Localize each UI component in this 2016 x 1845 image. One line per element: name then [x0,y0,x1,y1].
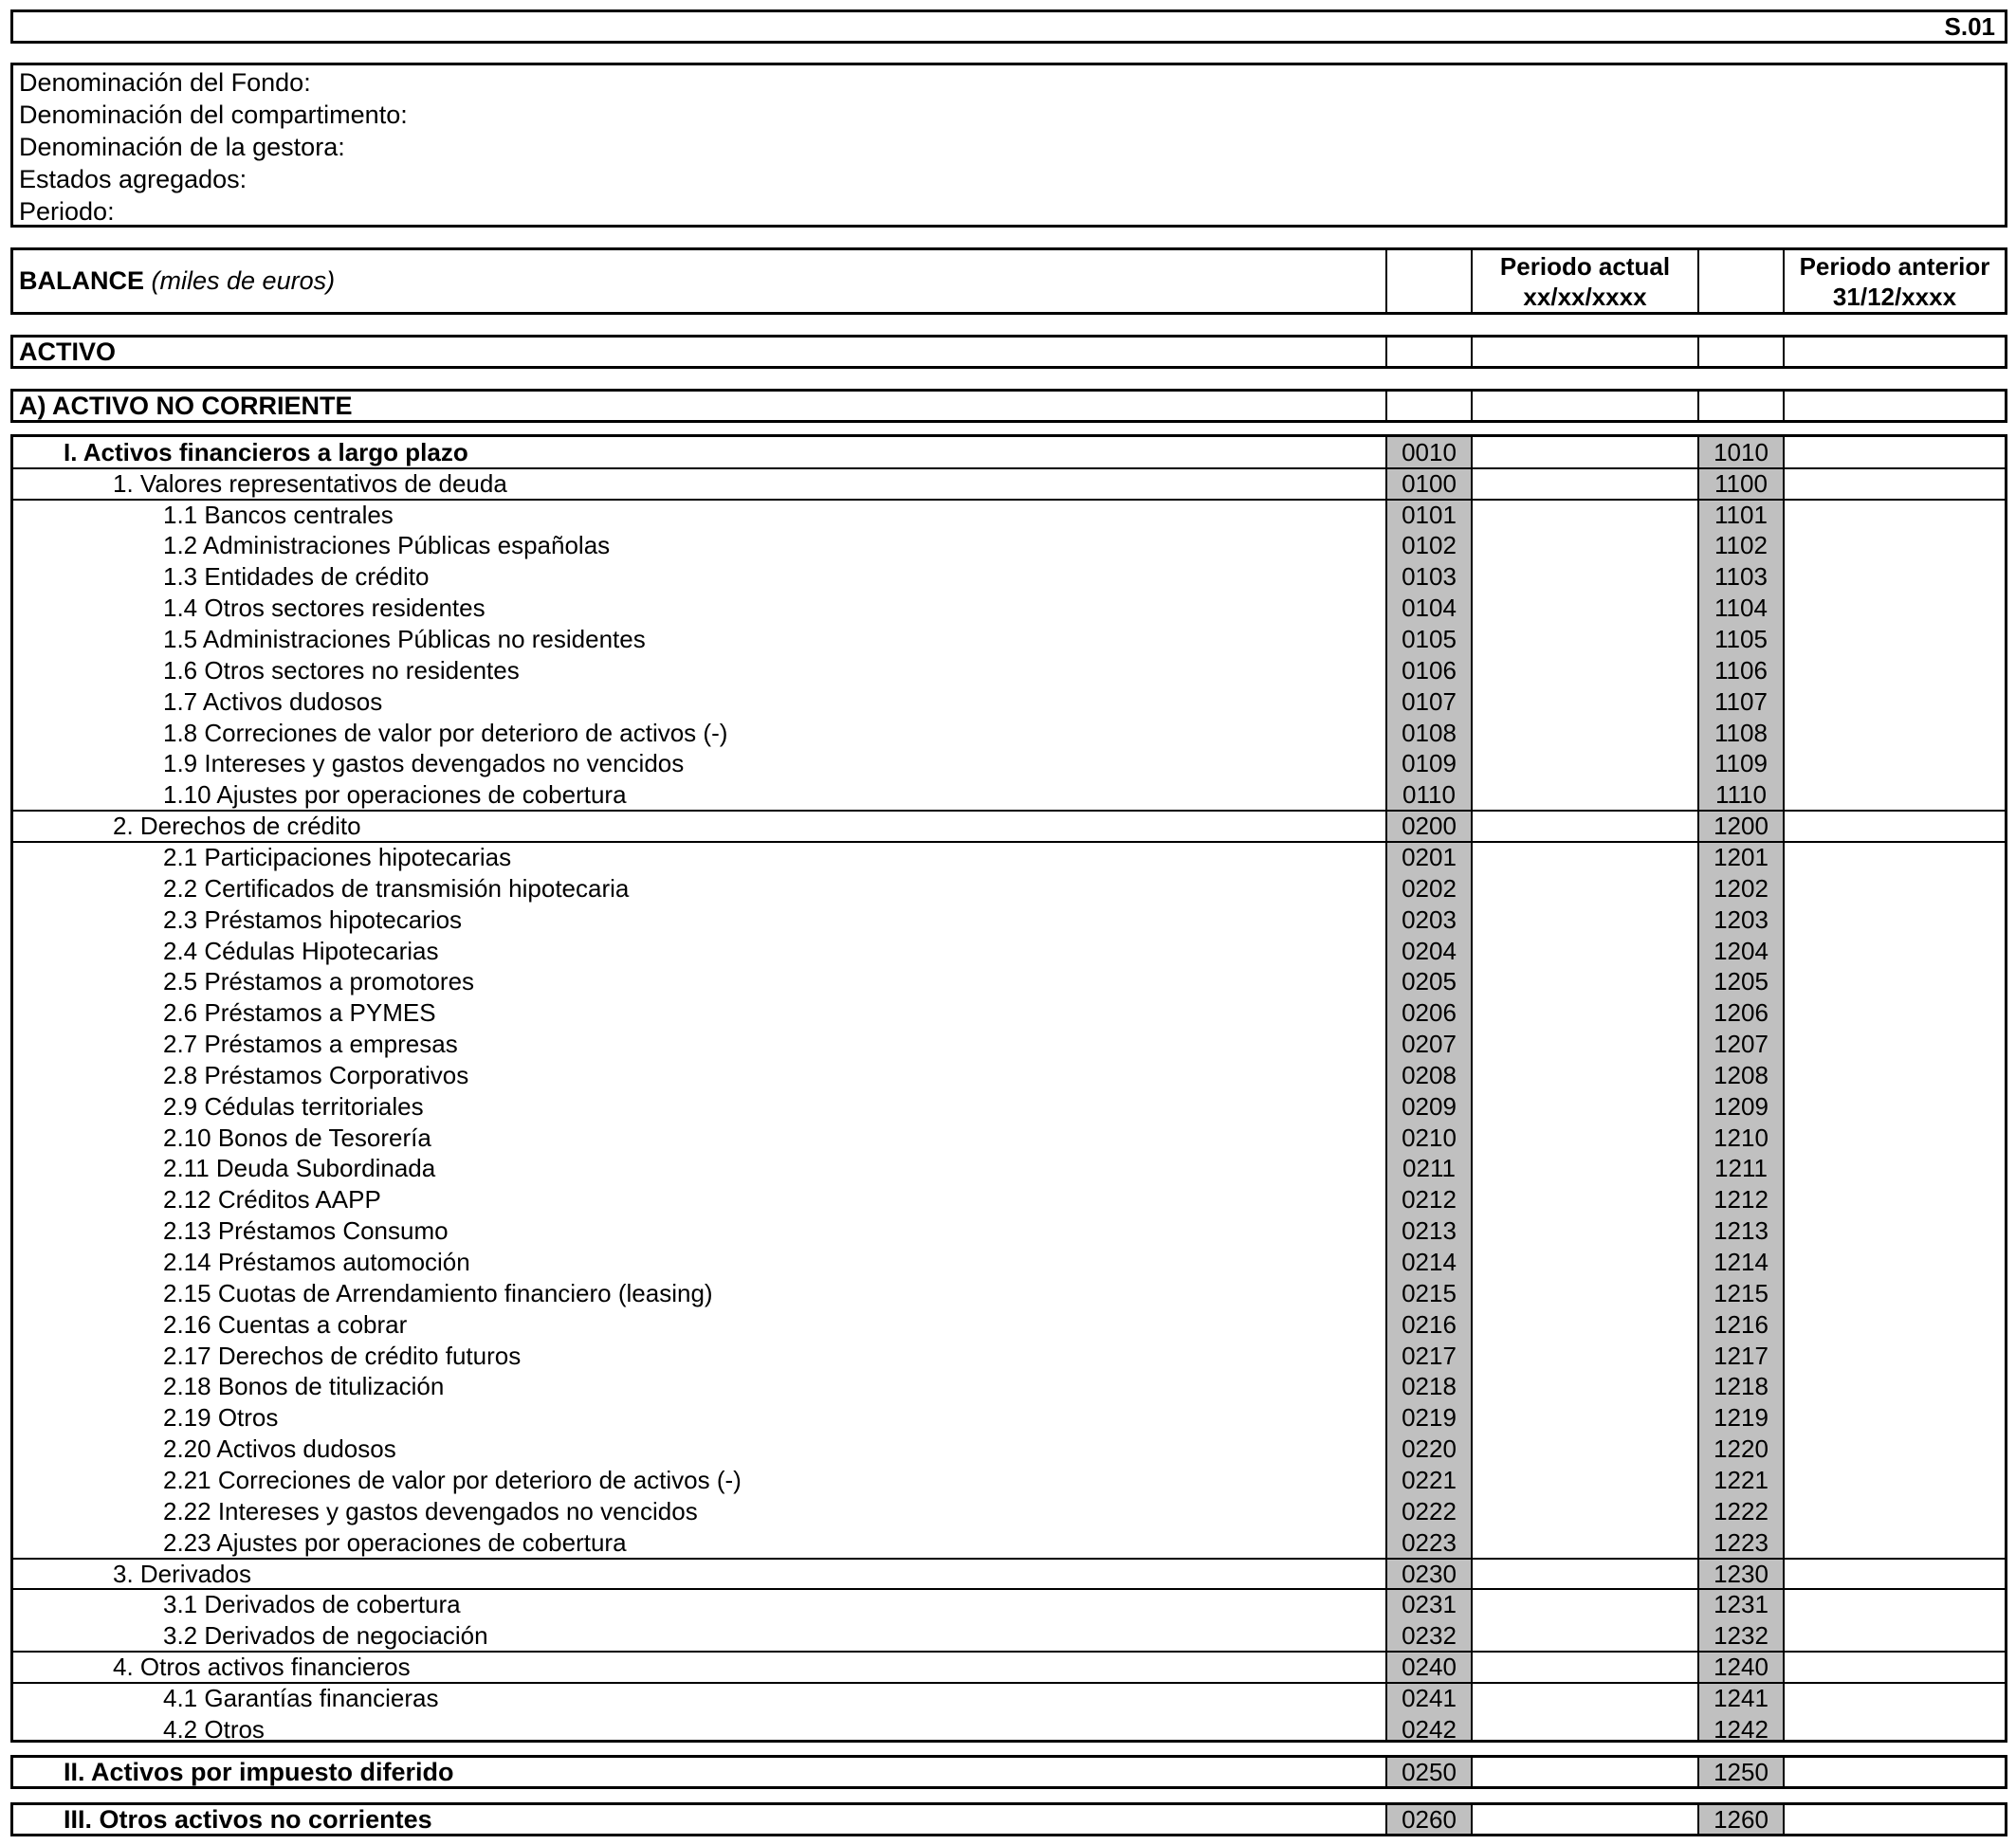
row-code-current: 0207 [1402,1030,1457,1059]
row-code-current: 0201 [1402,842,1457,871]
row-code-previous: 1107 [1714,686,1768,716]
table-row [13,1247,2005,1278]
deferred-tax-code-previous: 1250 [1714,1757,1769,1786]
row-label: 2.14 Préstamos automoción [163,1248,470,1277]
row-code-current: 0222 [1402,1496,1457,1525]
row-code-current: 0204 [1402,936,1457,965]
row-code-current: 0213 [1402,1216,1457,1246]
row-code-previous: 1214 [1714,1248,1769,1277]
compartment-name-label: Denominación del compartimento: [19,100,408,129]
row-code-previous: 1200 [1714,812,1769,841]
table-row [13,1465,2005,1496]
table-row [13,1527,2005,1559]
table-row [13,811,2005,842]
row-label: 2.5 Préstamos a promotores [163,967,475,996]
row-code-current: 0101 [1402,500,1457,529]
table-row [13,1154,2005,1185]
row-code-current: 0242 [1402,1714,1457,1744]
previous-period-header [1785,250,2005,312]
row-label: 1.4 Otros sectores residentes [163,594,486,623]
row-code-current: 0212 [1402,1185,1457,1215]
row-code-current: 0104 [1402,594,1457,623]
table-row [13,1309,2005,1341]
table-row [13,1496,2005,1527]
activo-title: ACTIVO [19,337,117,366]
row-label: 3.2 Derivados de negociación [163,1621,488,1651]
row-code-previous: 1222 [1714,1496,1769,1525]
current-period-header [1473,250,1697,312]
table-row [13,1091,2005,1123]
row-code-previous: 1240 [1714,1653,1769,1682]
row-code-current: 0103 [1402,562,1457,592]
table-row [13,1372,2005,1403]
row-label: 1.7 Activos dudosos [163,686,383,716]
row-label: 3.1 Derivados de cobertura [163,1590,461,1619]
row-code-current: 0220 [1402,1434,1457,1464]
deferred-tax-label: II. Activos por impuesto diferido [64,1757,454,1786]
table-row [13,1123,2005,1154]
row-code-previous: 1110 [1715,780,1767,810]
row-code-current: 0231 [1402,1590,1457,1619]
row-label: 1.8 Correciones de valor por deterioro de activos (-) [163,718,728,747]
row-label: 2.17 Derechos de crédito futuros [163,1341,522,1370]
row-code-current: 0215 [1402,1278,1457,1307]
table-row [13,1559,2005,1590]
other-non-current-code-previous: 1260 [1714,1804,1769,1834]
row-code-current: 0205 [1402,967,1457,996]
row-label: 2.10 Bonos de Tesorería [163,1123,431,1152]
table-row [13,779,2005,811]
table-row [13,1278,2005,1309]
table-row [13,966,2005,997]
row-code-previous: 1216 [1714,1309,1769,1339]
fund-name-label: Denominación del Fondo: [19,68,311,97]
row-code-previous: 1211 [1714,1154,1768,1183]
fund-info-box [10,63,2007,228]
table-row [13,1341,2005,1372]
row-label: 2.12 Créditos AAPP [163,1185,381,1215]
row-code-current: 0208 [1402,1060,1457,1089]
table-row [13,593,2005,624]
table-row [13,749,2005,780]
row-code-current: 0209 [1402,1091,1457,1121]
row-code-current: 0214 [1402,1248,1457,1277]
table-row [13,655,2005,686]
row-code-current: 0107 [1402,686,1457,716]
row-code-previous: 1106 [1714,655,1768,685]
table-row [13,686,2005,718]
row-code-current: 0223 [1402,1527,1457,1557]
row-code-current: 0216 [1402,1309,1457,1339]
row-label: 2.18 Bonos de titulización [163,1372,445,1401]
table-row [13,936,2005,967]
row-code-current: 0202 [1402,873,1457,903]
row-label: 2.16 Cuentas a cobrar [163,1309,408,1339]
table-row [13,1060,2005,1091]
table-row [13,842,2005,873]
row-label: 4. Otros activos financieros [113,1653,411,1682]
row-code-previous: 1231 [1714,1590,1769,1619]
deferred-tax-row [10,1755,2007,1789]
row-code-previous: 1010 [1714,437,1769,466]
row-code-previous: 1209 [1714,1091,1769,1121]
row-label: 2.22 Intereses y gastos devengados no vencidos [163,1496,698,1525]
row-code-current: 0200 [1402,812,1457,841]
activo-no-corriente-row [10,389,2007,423]
table-row [13,1184,2005,1215]
table-row [13,904,2005,936]
table-row [13,437,2005,468]
row-code-current: 0221 [1402,1465,1457,1494]
row-label: 2.7 Préstamos a empresas [163,1030,458,1059]
row-code-previous: 1201 [1714,842,1769,871]
row-label: 2. Derechos de crédito [113,812,361,841]
row-code-previous: 1220 [1714,1434,1769,1464]
table-row [13,624,2005,655]
row-code-current: 0010 [1402,437,1457,466]
row-label: 2.2 Certificados de transmisión hipotecaria [163,873,630,903]
table-row [13,1029,2005,1060]
row-code-current: 0108 [1402,718,1457,747]
table-row [13,1589,2005,1620]
row-label: 2.20 Activos dudosos [163,1434,396,1464]
other-non-current-row [10,1802,2007,1836]
row-code-previous: 1223 [1714,1527,1769,1557]
row-code-current: 0210 [1402,1123,1457,1152]
row-label: 2.21 Correciones de valor por deterioro de activos (-) [163,1465,742,1494]
row-label: 2.1 Participaciones hipotecarias [163,842,512,871]
balance-header [10,247,2007,315]
row-code-previous: 1108 [1714,718,1768,747]
row-label: 1.6 Otros sectores no residentes [163,655,520,685]
row-code-previous: 1206 [1714,998,1769,1028]
row-code-previous: 1102 [1714,531,1768,560]
row-code-current: 0109 [1402,749,1457,778]
row-code-previous: 1204 [1714,936,1769,965]
row-label: 1.5 Administraciones Públicas no residentes [163,625,646,654]
row-code-current: 0206 [1402,998,1457,1028]
activo-section-row [10,335,2007,369]
row-label: 2.6 Préstamos a PYMES [163,998,436,1028]
activo-no-corriente-title: A) ACTIVO NO CORRIENTE [19,391,353,420]
form-code: S.01 [1944,11,1995,41]
row-code-current: 0230 [1402,1559,1457,1588]
row-label: 1.2 Administraciones Públicas españolas [163,531,611,560]
current-period-label: Periodo actual [1499,251,1671,281]
row-code-current: 0106 [1402,655,1457,685]
row-code-previous: 1207 [1714,1030,1769,1059]
table-row [13,1714,2005,1745]
period-label: Periodo: [19,197,115,226]
manager-name-label: Denominación de la gestora: [19,133,345,161]
row-code-previous: 1217 [1714,1341,1769,1370]
row-label: 2.11 Deuda Subordinada [163,1154,436,1183]
row-code-current: 0110 [1402,780,1456,810]
table-row [13,500,2005,531]
row-code-current: 0218 [1402,1372,1457,1401]
table-row [13,561,2005,593]
row-label: 2.4 Cédulas Hipotecarias [163,936,439,965]
row-label: 2.23 Ajustes por operaciones de cobertura [163,1527,627,1557]
row-code-previous: 1203 [1714,904,1769,934]
row-code-current: 0232 [1402,1621,1457,1651]
row-code-previous: 1218 [1714,1372,1769,1401]
table-row [13,531,2005,562]
row-code-current: 0100 [1402,468,1457,498]
row-code-previous: 1202 [1714,873,1769,903]
row-label: 1.3 Entidades de crédito [163,562,430,592]
row-label: 2.19 Otros [163,1403,279,1433]
row-code-current: 0219 [1402,1403,1457,1433]
row-label: 2.3 Préstamos hipotecarios [163,904,463,934]
row-code-previous: 1210 [1714,1123,1769,1152]
row-label: 1.1 Bancos centrales [163,500,394,529]
row-label: I. Activos financieros a largo plazo [64,437,468,466]
balance-title-bold: BALANCE [19,266,144,295]
balance-title [19,250,335,312]
previous-period-label: Periodo anterior [1799,251,1990,281]
row-code-previous: 1221 [1714,1465,1769,1494]
table-row [13,1402,2005,1434]
table-row [13,873,2005,904]
row-code-current: 0203 [1402,904,1457,934]
table-row [13,1434,2005,1465]
table-row [13,1652,2005,1683]
row-label: 1.9 Intereses y gastos devengados no vencidos [163,749,685,778]
financial-assets-table [10,434,2007,1743]
table-row [13,468,2005,500]
row-code-previous: 1241 [1714,1683,1769,1712]
row-code-current: 0105 [1402,625,1457,654]
row-code-previous: 1219 [1714,1403,1769,1433]
deferred-tax-code-current: 0250 [1402,1757,1457,1786]
row-code-previous: 1101 [1714,500,1768,529]
row-label: 4.2 Otros [163,1714,265,1744]
row-label: 2.9 Cédulas territoriales [163,1091,424,1121]
table-row [13,1215,2005,1247]
row-code-previous: 1208 [1714,1060,1769,1089]
table-row [13,997,2005,1029]
row-code-previous: 1230 [1714,1559,1769,1588]
row-code-current: 0102 [1402,531,1457,560]
row-code-previous: 1105 [1714,625,1768,654]
table-row [13,1620,2005,1652]
balance-title-units: (miles de euros) [151,266,336,295]
row-label: 1. Valores representativos de deuda [113,468,507,498]
row-code-previous: 1100 [1714,468,1768,498]
table-row [13,718,2005,749]
row-code-previous: 1104 [1714,594,1768,623]
other-non-current-label: III. Otros activos no corrientes [64,1804,432,1834]
row-label: 2.15 Cuotas de Arrendamiento financiero (leasing) [163,1278,713,1307]
aggregated-states-label: Estados agregados: [19,165,247,193]
row-code-previous: 1205 [1714,967,1769,996]
previous-period-date: 31/12/xxxx [1832,282,1957,311]
row-label: 3. Derivados [113,1559,251,1588]
row-code-current: 0217 [1402,1341,1457,1370]
row-code-previous: 1103 [1714,562,1768,592]
row-code-previous: 1213 [1714,1216,1769,1246]
row-code-current: 0240 [1402,1653,1457,1682]
row-label: 2.8 Préstamos Corporativos [163,1060,469,1089]
row-code-previous: 1215 [1714,1278,1769,1307]
table-row [13,1683,2005,1714]
row-code-previous: 1242 [1714,1714,1769,1744]
row-code-previous: 1232 [1714,1621,1769,1651]
row-label: 1.10 Ajustes por operaciones de cobertura [163,780,627,810]
row-code-previous: 1109 [1714,749,1768,778]
row-code-previous: 1212 [1714,1185,1769,1215]
row-code-current: 0241 [1402,1683,1457,1712]
other-non-current-code-current: 0260 [1402,1804,1457,1834]
form-code-bar [10,9,2007,44]
row-label: 2.13 Préstamos Consumo [163,1216,449,1246]
current-period-date: xx/xx/xxxx [1523,282,1647,311]
row-code-current: 0211 [1402,1154,1456,1183]
row-label: 4.1 Garantías financieras [163,1683,439,1712]
